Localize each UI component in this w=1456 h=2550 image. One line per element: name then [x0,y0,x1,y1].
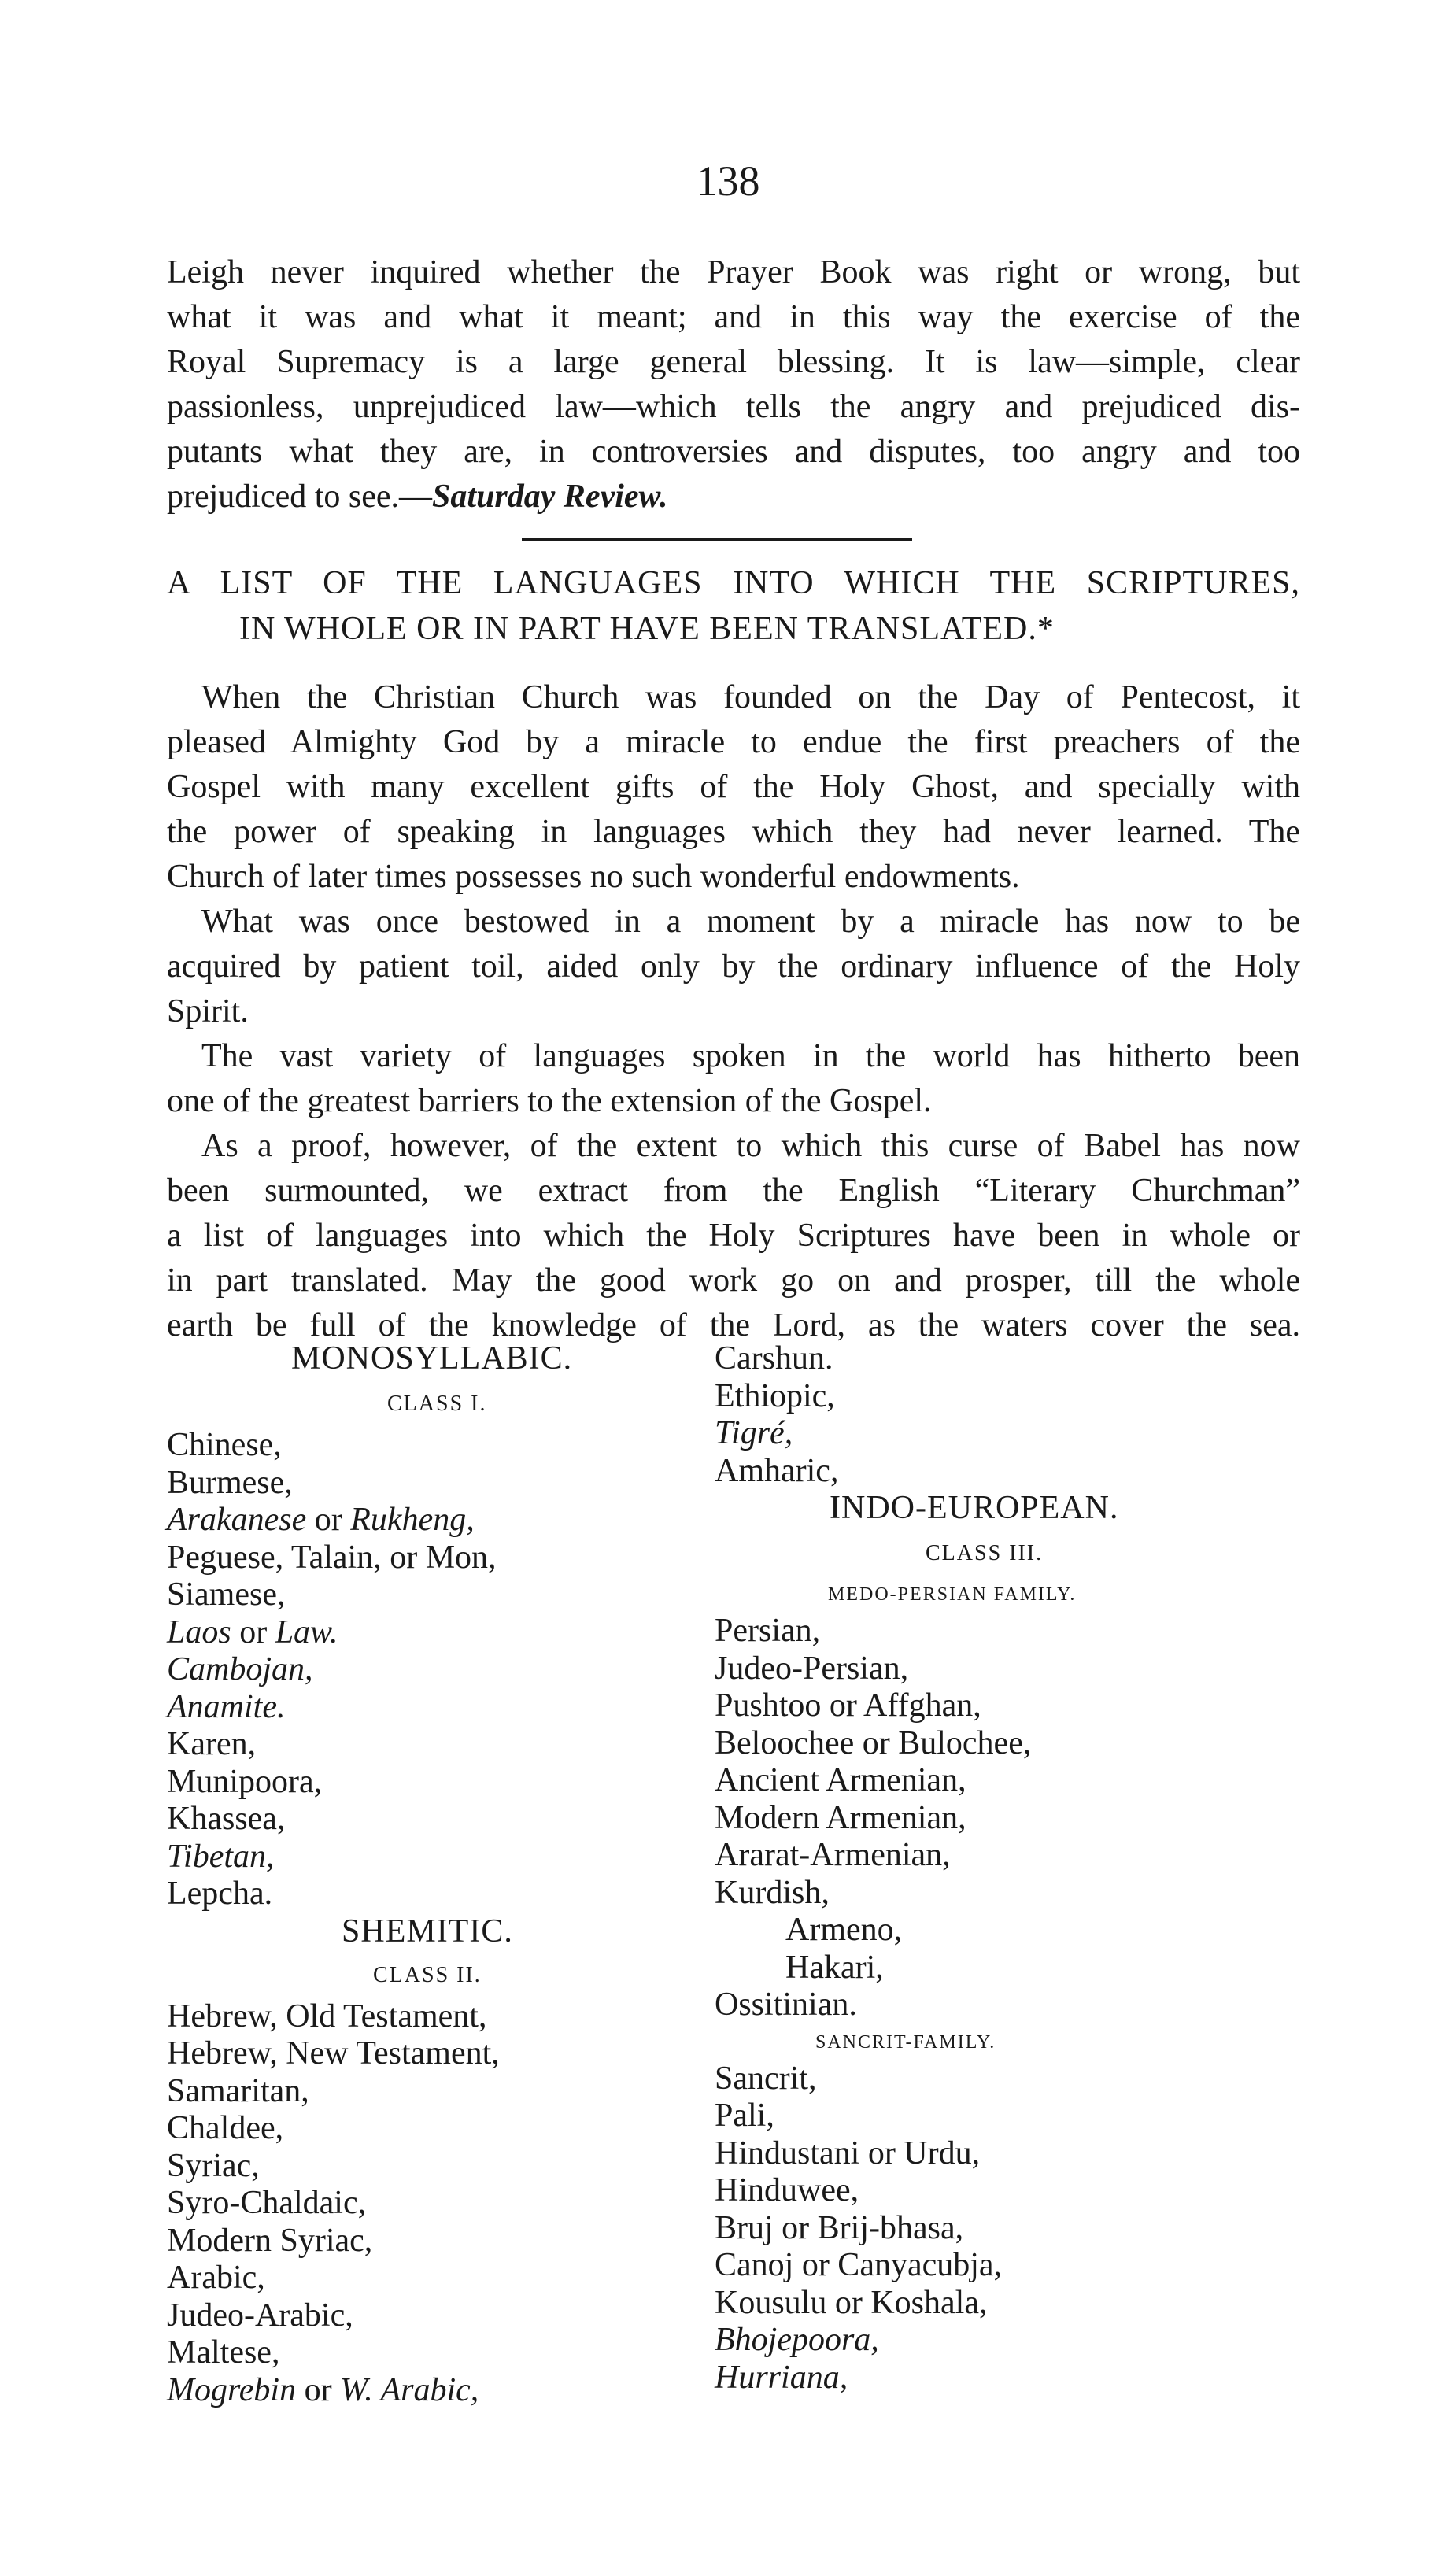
text-line: Gospel with many excellent gifts of the Holy Ghost, and specially with [167,769,1300,805]
text-line: Spirit. [167,993,249,1029]
language-item: Bhojepoora, [715,2322,879,2358]
language-item: Beloochee or Bulochee, [715,1724,1032,1761]
language-item: Hurriana, [715,2359,848,2396]
text-line: pleased Almighty God by a miracle to endue the first preachers of the [167,724,1300,760]
language-item: Karen, [167,1726,257,1762]
language-item: Amharic, [715,1452,839,1489]
text-line: passionless, unprejudiced law—which tells the angry and prejudiced dis- [167,389,1300,425]
language-item: Chinese, [167,1427,282,1463]
language-item: Judeo-Persian, [715,1650,909,1687]
language-connector: or [296,2371,341,2408]
language-item: Chaldee, [167,2110,284,2146]
text-line-start: prejudiced to see.— [167,479,433,515]
family-heading-monosyllabic: MONOSYLLABIC. [291,1340,573,1377]
language-name-italic: Laos [167,1613,231,1650]
language-item: Ararat-Armenian, [715,1837,951,1873]
language-item: Kurdish, [715,1874,830,1911]
text-line: Leigh never inquired whether the Prayer Book was right or wrong, but [167,254,1300,290]
section-divider [522,538,912,541]
language-item: Lepcha. [167,1876,273,1912]
language-item: Maltese, [167,2334,280,2371]
heading-line-2: IN WHOLE OR IN PART HAVE BEEN TRANSLATED.* [239,611,1055,647]
class-heading-2: CLASS II. [373,1962,482,1987]
subfamily-heading-medo-persian: MEDO-PERSIAN FAMILY. [828,1584,1077,1605]
language-list-right [715,1340,1313,2396]
language-item: Armeno, [785,1912,903,1948]
text-line: What was once bestowed in a moment by a miracle has now to be [201,904,1300,940]
source-citation: Saturday Review. [432,479,668,515]
text-line: one of the greatest barriers to the extension of the Gospel. [167,1083,932,1119]
language-item: Pushtoo or Affghan, [715,1687,981,1724]
page-number: 138 [696,157,760,205]
text-line [167,475,1300,519]
language-item: Syro-Chaldaic, [167,2185,367,2221]
text-line: the power of speaking in languages which they had never learned. The [167,814,1300,850]
paragraph [167,1034,1300,1124]
language-item: Hakari, [785,1949,884,1986]
language-connector: or [231,1613,275,1650]
text-line: Royal Supremacy is a large general blessing. It is law—simple, clear [167,344,1300,380]
language-list-left [167,1340,718,2408]
section-heading [167,560,1300,652]
family-heading-shemitic: SHEMITIC. [342,1913,513,1949]
text-line: acquired by patient toil, aided only by the ordinary influence of the Holy [167,948,1300,985]
language-item: Hebrew, Old Testament, [167,1998,487,2034]
text-line: The vast variety of languages spoken in the world has hitherto been [201,1038,1300,1074]
text-line: Church of later times possesses no such wonderful endowments. [167,859,1020,895]
text-line: been surmounted, we extract from the English “Literary Churchman” [167,1173,1300,1209]
language-item: Syriac, [167,2147,260,2184]
language-item: Khassea, [167,1801,286,1837]
class-heading-3: CLASS III. [926,1541,1044,1565]
language-item: Ancient Armenian, [715,1762,966,1798]
language-item: Samaritan, [167,2072,309,2109]
language-item: Judeo-Arabic, [167,2297,353,2334]
language-item [167,1613,718,1651]
text-line: When the Christian Church was founded on the Day of Pentecost, it [201,679,1300,715]
language-item: Ossitinian. [715,1986,857,2023]
text-line: earth be full of the knowledge of the Lord, as the waters cover the sea. [167,1307,1300,1343]
language-item: Bruj or Brij-bhasa, [715,2209,964,2246]
paragraph [167,1124,1300,1348]
language-item: Hinduwee, [715,2172,859,2208]
language-item: Peguese, Talain, or Mon, [167,1539,497,1576]
language-item: Persian, [715,1613,821,1649]
language-item: Munipoora, [167,1763,323,1800]
intro-paragraph [167,250,1300,519]
text-line: what it was and what it meant; and in this way the exercise of the [167,299,1300,335]
language-name-italic: Rukheng, [350,1502,475,1538]
language-item [167,1501,718,1539]
language-name-italic: Law. [275,1613,338,1650]
text-line: in part translated. May the good work go on and prosper, till the whole [167,1262,1300,1299]
paragraph [167,900,1300,1034]
language-item: Arabic, [167,2260,265,2296]
language-item: Anamite. [167,1688,286,1725]
language-item: Hindustani or Urdu, [715,2134,981,2171]
text-line: putants what they are, in controversies and disputes, too angry and too [167,434,1300,470]
language-item: Sancrit, [715,2060,817,2097]
language-name-italic: Mogrebin [167,2371,297,2408]
language-item: Modern Syriac, [167,2222,373,2259]
language-item: Tigré, [715,1415,793,1451]
language-item: Kousulu or Koshala, [715,2284,988,2321]
family-heading-indo-european: INDO-EUROPEAN. [830,1490,1119,1526]
language-item: Canoj or Canyacubja, [715,2247,1003,2283]
language-item: Pali, [715,2097,774,2134]
language-item: Cambojan, [167,1651,313,1687]
language-item: Ethiopic, [715,1377,835,1414]
language-item: Tibetan, [167,1838,275,1875]
language-item [167,2371,718,2409]
language-name-italic: W. Arabic, [340,2371,479,2408]
language-item: Burmese, [167,1464,293,1501]
heading-line-1: A LIST OF THE LANGUAGES INTO WHICH THE SCRIPTURES, [167,565,1300,601]
subfamily-heading-sancrit: SANCRIT-FAMILY. [815,2031,996,2053]
text-line: a list of languages into which the Holy Scriptures have been in whole or [167,1218,1300,1254]
language-item: Carshun. [715,1340,833,1377]
text-line: As a proof, however, of the extent to which this curse of Babel has now [201,1128,1300,1164]
language-item: Hebrew, New Testament, [167,2035,500,2071]
paragraph [167,675,1300,900]
language-item: Modern Armenian, [715,1799,966,1836]
language-connector: or [306,1502,351,1538]
body-text [167,675,1300,1348]
language-name-italic: Arakanese [167,1502,307,1538]
class-heading-1: CLASS I. [387,1391,487,1416]
language-item: Siamese, [167,1576,286,1613]
